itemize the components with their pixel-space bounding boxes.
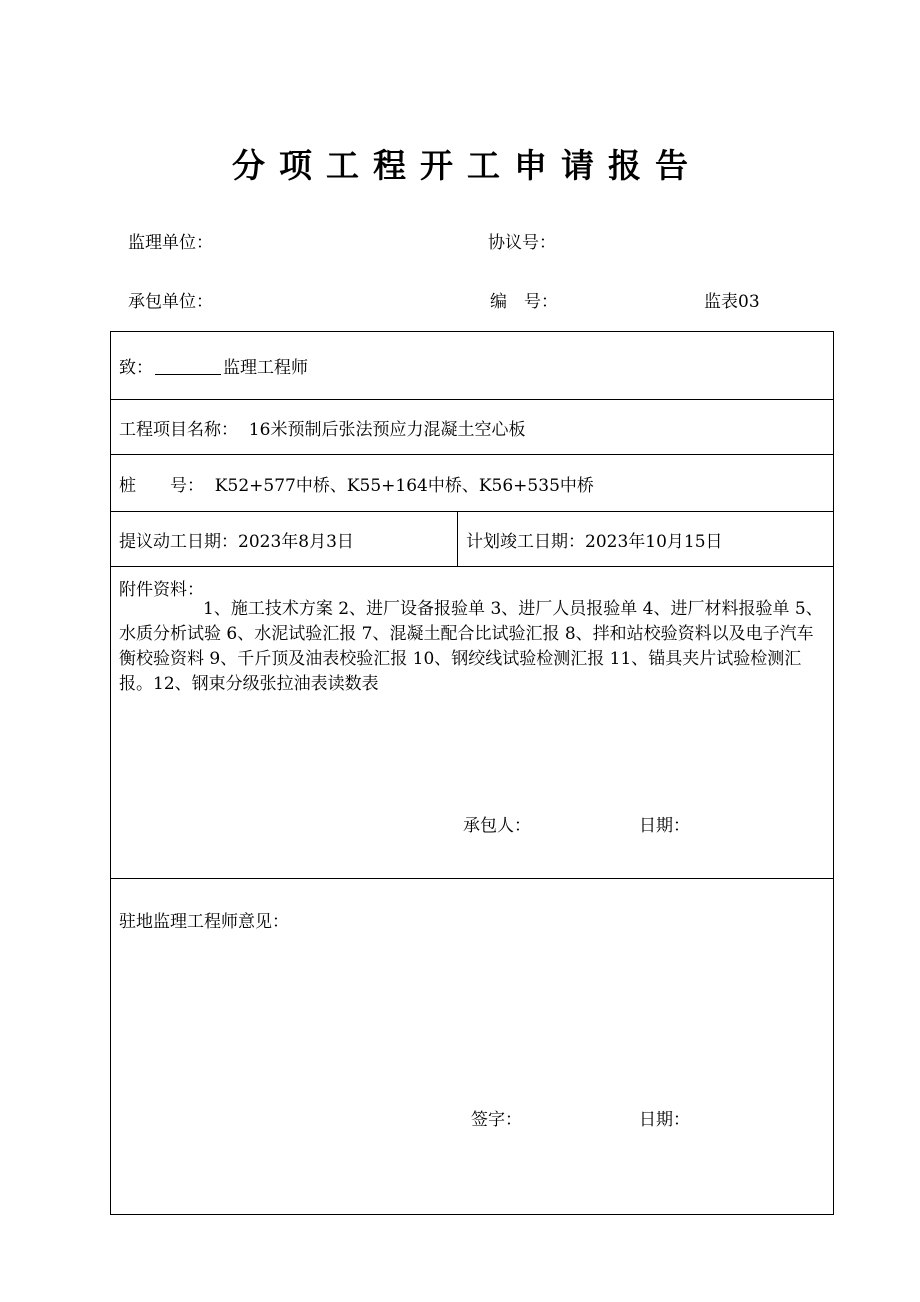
attachments-text: 1、施工技术方案 2、进厂设备报验单 3、进厂人员报验单 4、进厂材料报验单 5、水质分析试验 6、水泥试验汇报 7、混凝土配合比试验汇报 8、拌和站校验资料以及电子汽车衡校验资料 9、千斤顶及油表校验汇报 10、钢绞线试验检测汇报 11、锚具夹片试验检测汇报。12、钢束分级张拉油表读数表 <box>119 599 823 694</box>
to-suffix: 监理工程师 <box>223 358 308 378</box>
agreement-no-label: 协议号： <box>488 233 556 253</box>
planned-completion-date: 计划竣工日期：2023年10月15日 <box>466 531 723 552</box>
attachments-label: 附件资料： <box>119 580 204 600</box>
proposed-start-date: 提议动工日期：2023年8月3日 <box>119 531 354 552</box>
addressee-row <box>111 332 834 400</box>
engineer-name-blank[interactable] <box>155 358 221 375</box>
form-code: 监表03 <box>704 292 760 312</box>
proposed-start-cell <box>111 512 458 567</box>
pile-no: 桩 号： K52+577中桥、K55+164中桥、K56+535中桥 <box>119 475 594 496</box>
page-title <box>0 140 920 187</box>
title-char: 工 <box>467 146 500 185</box>
contractor-label: 承包人： <box>463 816 531 836</box>
title-char: 分 <box>232 146 265 185</box>
title-char: 申 <box>514 146 547 185</box>
contractor-date-label: 日期： <box>639 816 690 836</box>
title-char: 工 <box>326 146 359 185</box>
title-char: 项 <box>279 146 312 185</box>
signature-label: 签字： <box>471 1110 522 1130</box>
planned-completion-cell <box>458 512 834 567</box>
engineer-opinion-label: 驻地监理工程师意见： <box>119 912 289 932</box>
to-prefix: 致： <box>119 358 153 378</box>
title-char: 开 <box>420 146 453 185</box>
project-name-row <box>111 400 834 455</box>
title-char: 告 <box>655 146 688 185</box>
project-name: 工程项目名称： 16米预制后张法预应力混凝土空心板 <box>119 419 526 440</box>
serial-no-label: 编 号： <box>490 292 558 312</box>
engineer-opinion-cell <box>111 879 834 1215</box>
contractor-unit-label: 承包单位： <box>128 292 213 312</box>
application-form <box>110 331 834 1215</box>
engineer-date-label: 日期： <box>639 1110 690 1130</box>
attachments-cell <box>111 567 834 879</box>
pile-no-row <box>111 455 834 512</box>
title-char: 程 <box>373 146 406 185</box>
title-char: 报 <box>608 146 641 185</box>
title-char: 请 <box>561 146 594 185</box>
supervision-unit-label: 监理单位： <box>128 233 213 253</box>
